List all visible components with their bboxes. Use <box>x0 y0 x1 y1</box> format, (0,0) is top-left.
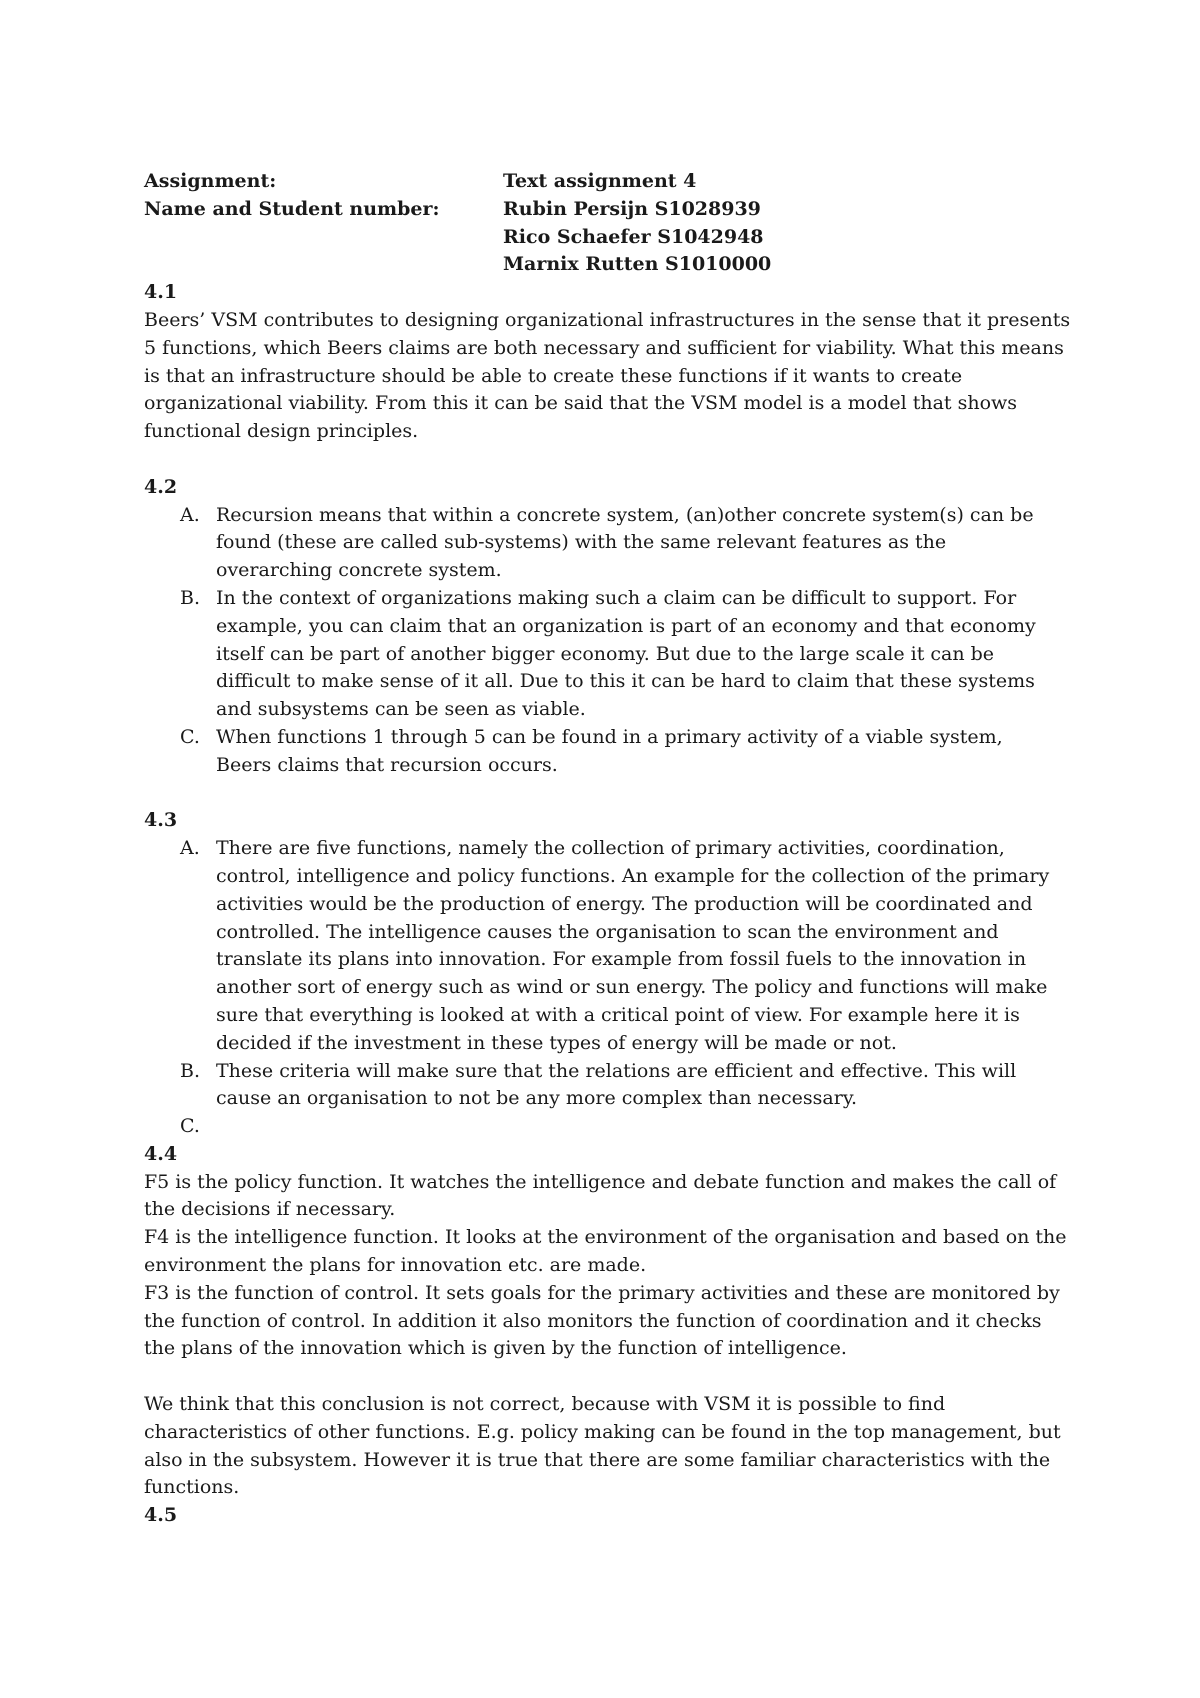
section-4-1-body: Beers’ VSM contributes to designing organizational infrastructures in the sense that it presents 5 functions, which Beers claims are both necessary and sufficient for viability. What this means is that an infrastructure should be able to create these functions if it wants to create organizational viability. From this it can be said that the VSM model is a model that shows functional design principles. <box>144 308 1071 443</box>
section-4-4-f3: F3 is the function of control. It sets goals for the primary activities and these are monitored by the function of control. In addition it also monitors the function of coordination and it checks the plans of the innovation which is given by the function of intelligence. <box>144 1281 1060 1360</box>
list-item-text: These criteria will make sure that the relations are efficient and effective. This will cause an organisation to not be any more complex than necessary. <box>216 1059 1017 1110</box>
header-name-row <box>144 196 1074 224</box>
list-item-text <box>216 1113 1074 1141</box>
list-marker: B. <box>180 1059 201 1082</box>
header-student-row <box>144 224 1074 252</box>
student-3: Marnix Rutten S1010000 <box>503 253 772 276</box>
section-4-4-conclusion: We think that this conclusion is not correct, because with VSM it is possible to find characteristics of other functions. E.g. policy making can be found in the top management, but also in the subsystem. However it is true that there are some familiar characteristics with the functions. <box>144 1393 1061 1499</box>
section-4-4-f5: F5 is the policy function. It watches the intelligence and debate function and makes the call of the decisions if necessary. <box>144 1170 1057 1221</box>
section-4-2-list <box>144 502 1074 780</box>
list-marker: B. <box>180 586 201 609</box>
list-item <box>144 835 1074 1057</box>
list-marker: C. <box>180 725 200 748</box>
header-assignment-row <box>144 168 1074 196</box>
list-item <box>144 724 1074 780</box>
section-heading-4-5: 4.5 <box>144 1504 178 1527</box>
student-2: Rico Schaefer S1042948 <box>503 225 764 248</box>
list-item <box>144 585 1074 724</box>
assignment-value: Text assignment 4 <box>503 170 697 192</box>
list-marker: A. <box>180 837 200 860</box>
list-item-text: In the context of organizations making such a claim can be difficult to support. For example, you can claim that an organization is part of an economy and that economy itself can be part of another bigger economy. But due to the large scale it can be difficult to make sense of it all. Due to this it can be hard to claim that these systems and subsystems can be seen as viable. <box>216 586 1036 721</box>
section-heading-4-2: 4.2 <box>144 475 178 498</box>
list-item-text: Recursion means that within a concrete system, (an)other concrete system(s) can be found (these are called sub-systems) with the same relevant features as the overarching concrete system. <box>216 503 1034 582</box>
list-item <box>144 1058 1074 1114</box>
list-item-text: When functions 1 through 5 can be found in a primary activity of a viable system, Beers claims that recursion occurs. <box>216 725 1003 776</box>
student-1: Rubin Persijn S1028939 <box>503 197 761 220</box>
list-item <box>144 502 1074 585</box>
list-item <box>144 1113 1074 1141</box>
list-marker: A. <box>180 503 200 526</box>
section-heading-4-4: 4.4 <box>144 1142 178 1165</box>
name-label: Name and Student number: <box>144 197 440 220</box>
document-page <box>144 168 1074 1530</box>
list-marker: C. <box>180 1115 200 1138</box>
section-heading-4-3: 4.3 <box>144 809 178 832</box>
assignment-label: Assignment: <box>144 170 277 192</box>
section-4-4-f4: F4 is the intelligence function. It looks at the environment of the organisation and based on the environment the plans for innovation etc. are made. <box>144 1226 1067 1277</box>
list-item-text: There are five functions, namely the collection of primary activities, coordination, control, intelligence and policy functions. An example for the collection of the primary activities would be the production of energy. The production will be coordinated and controlled. The intelligence causes the organisation to scan the environment and translate its plans into innovation. For example from fossil fuels to the innovation in another sort of energy such as wind or sun energy. The policy and functions will make sure that everything is looked at with a critical point of view. For example here it is decided if the investment in these types of energy will be made or not. <box>216 837 1050 1054</box>
section-4-3-list <box>144 835 1074 1141</box>
header-student-row <box>144 251 1074 279</box>
section-heading-4-1: 4.1 <box>144 281 178 304</box>
